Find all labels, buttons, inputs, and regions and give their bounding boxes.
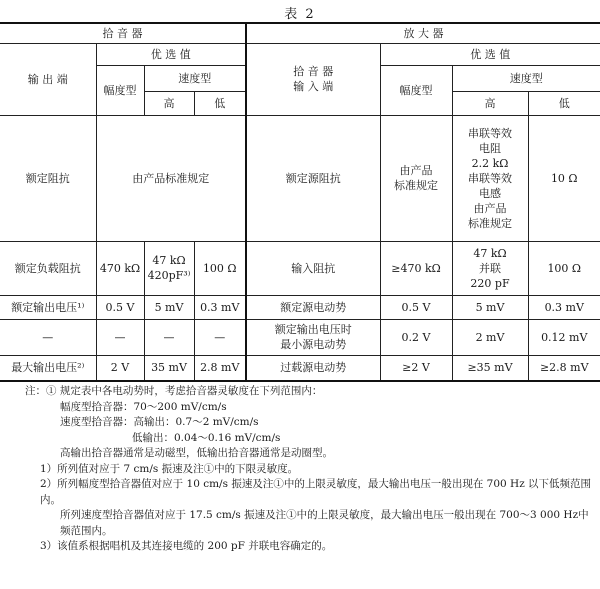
table-title: 表 2 [284,7,316,22]
row-high-left: 5 mV [144,295,194,319]
row-low-right: 0.12 mV [528,319,600,355]
row-low-left: — [194,319,246,355]
cell-line: 并联 [479,261,501,275]
header-output-terminal: 输 出 端 [0,43,96,115]
note-line: 高输出拾音器通常是动磁型，低输出拾音器通常是动圈型。 [60,447,333,459]
row-low-left: 100 Ω [194,241,246,295]
note-line: 2）所列幅度型拾音器值对应于 10 cm/s 振速及注①中的上限灵敏度，最大输出电压一般出现在 700 Hz 以下低频范围内。 [40,478,592,506]
row-low-right: 100 Ω [528,241,600,295]
row-label-left: — [0,319,96,355]
note-line: 所列速度型拾音器值对应于 17.5 cm/s 振速及注①中的上限灵敏度，最大输出电压一般出现在 700～3 000 Hz中频范围内。 [60,509,589,537]
header-preferred-right: 优 选 值 [380,43,600,65]
row-amp-right: ≥470 kΩ [380,241,452,295]
header-pickup-input-line2: 输 入 端 [293,80,334,93]
row-amp-left: — [96,319,144,355]
row-amp-right [380,115,452,241]
header-pickup: 拾 音 器 [0,23,246,43]
cell-line: 由产品 [399,164,433,177]
note-line: 低输出：0.04～0.16 mV/cm/s [132,431,281,444]
note-line: 速度型拾音器：高输出：0.7～2 mV/cm/s [60,416,259,428]
cell-line: 2.2 kΩ [471,156,509,170]
row-label-right: 额定源电动势 [246,295,380,319]
cell-line: 标准规定 [468,216,512,230]
cell-line: 串联等效 [468,171,512,185]
row-low-right: 10 Ω [528,115,600,241]
spec-table [0,22,600,382]
cell-line: 标准规定 [394,179,438,192]
header-amplifier: 放 大 器 [246,23,600,43]
row-amp-right: ≥2 V [380,355,452,381]
row-label-left: 额定阻抗 [0,115,96,241]
cell-line: 420pF³⁾ [147,269,191,282]
header-pickup-input-line1: 拾 音 器 [293,65,334,78]
note-line: 注：① 规定表中各电动势时，考虑拾音器灵敏度在下列范围内： [25,385,323,397]
cell-line: 由产品 [473,201,507,215]
header-high-left: 高 [144,91,194,115]
header-high-right: 高 [452,91,528,115]
row-label-right: 过载源电动势 [246,355,380,381]
header-preferred-left: 优 选 值 [96,43,246,65]
row-high-right [452,241,528,295]
row-high-left [144,241,194,295]
row-amp-right: 0.5 V [380,295,452,319]
cell-line: 220 pF [470,276,510,290]
row-amp-left: 2 V [96,355,144,381]
header-low-right: 低 [528,91,600,115]
header-amplitude-left: 幅度型 [96,65,144,115]
header-amplitude-right: 幅度型 [380,65,452,115]
cell-line: 电阻 [479,141,501,155]
cell-line: 47 kΩ [473,246,507,260]
row-low-right: ≥2.8 mV [528,355,600,381]
row-amp-right: 0.2 V [380,319,452,355]
row-label-left: 额定负载阻抗 [0,241,96,295]
row-amp-left: 0.5 V [96,295,144,319]
note-line: 3）该值系根据唱机及其连接电缆的 200 pF 并联电容确定的。 [40,540,333,552]
cell-line: 串联等效 [468,126,512,140]
cell-line: 47 kΩ [152,254,186,267]
row-value-merged: 由产品标准规定 [96,115,246,241]
row-high-right: 5 mV [452,295,528,319]
row-high-right: 2 mV [452,319,528,355]
row-low-left: 0.3 mV [194,295,246,319]
row-high-right: ≥35 mV [452,355,528,381]
header-pickup-input [246,43,380,115]
row-amp-left: 470 kΩ [96,241,144,295]
row-high-left: 35 mV [144,355,194,381]
row-label-right [246,319,380,355]
row-label-left: 额定输出电压¹⁾ [0,295,96,319]
cell-line: 额定输出电压时 [274,323,352,336]
row-label-right: 额定源阻抗 [246,115,380,241]
row-low-right: 0.3 mV [528,295,600,319]
row-label-right: 输入阻抗 [246,241,380,295]
note-line: 1）所列值对应于 7 cm/s 振速及注①中的下限灵敏度。 [40,462,299,475]
row-low-left: 2.8 mV [194,355,246,381]
row-high-right [452,115,528,241]
row-high-left: — [144,319,194,355]
header-velocity-right: 速度型 [452,65,600,91]
note-line: 幅度型拾音器：70～200 mV/cm/s [60,400,227,413]
header-velocity-left: 速度型 [144,65,246,91]
cell-line: 最小源电动势 [280,338,347,351]
row-label-left: 最大输出电压²⁾ [0,355,96,381]
cell-line: 电感 [479,186,501,200]
header-low-left: 低 [194,91,246,115]
notes [0,384,600,555]
